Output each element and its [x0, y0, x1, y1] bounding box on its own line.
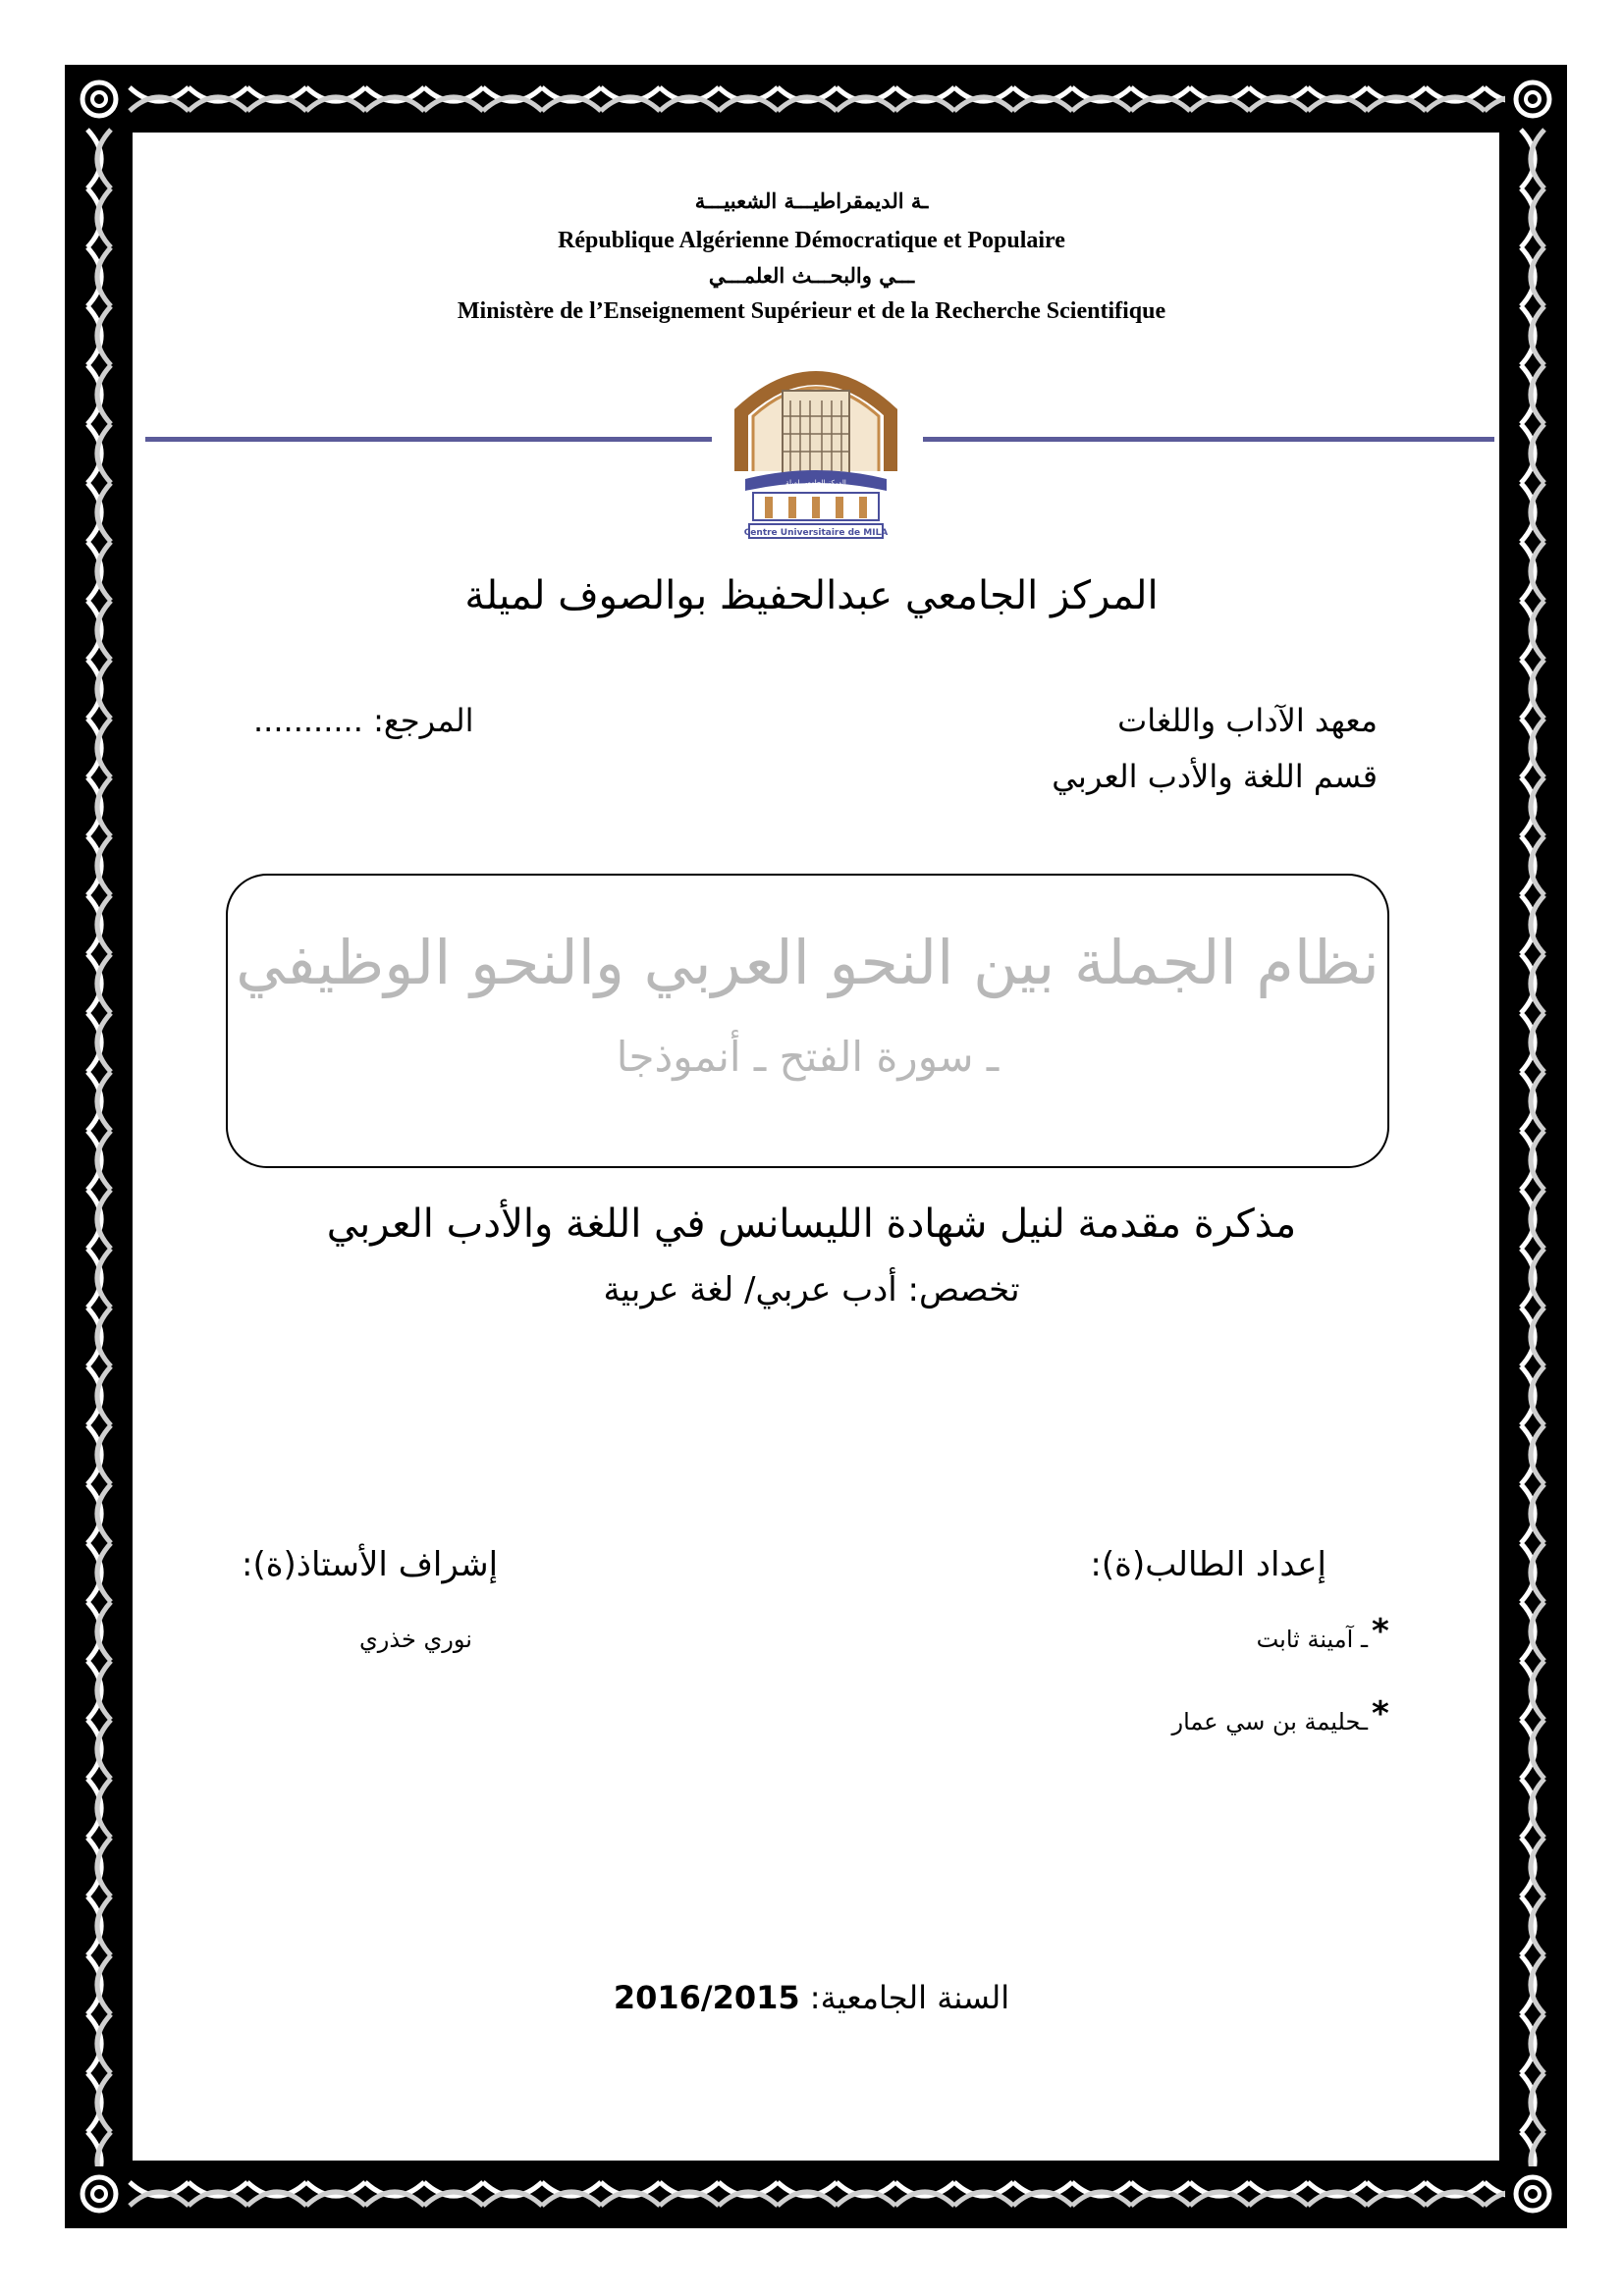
reference-field: المرجع: ...........	[253, 702, 474, 739]
republic-french: République Algérienne Démocratique et Populaire	[558, 228, 1065, 253]
bullet-star-2: *	[1372, 1694, 1389, 1734]
thesis-title: نظام الجملة بين النحو العربي والنحو الوظيفي	[236, 927, 1380, 998]
ministry-arabic: ـــي والبحـــث العلمـــي	[708, 263, 915, 288]
thesis-subtitle: ـ سورة الفتح ـ أنموذجا	[616, 1033, 1000, 1081]
academic-year-label: السنة الجامعية:	[809, 1979, 1010, 2016]
degree-statement: مذكرة مقدمة لنيل شهادة الليسانس في اللغة والأدب العربي	[326, 1201, 1297, 1247]
student-1: ـ آمينة ثابت	[1256, 1626, 1368, 1653]
supervisor-label: إشراف الأستاذ(ة):	[242, 1545, 499, 1584]
institute-name: معهد الآداب واللغات	[1117, 702, 1378, 739]
thesis-title-box	[226, 874, 1389, 1168]
logo-caption: Centre Universitaire de MILA	[743, 528, 889, 538]
supervisor-name: نوري خذري	[359, 1626, 472, 1653]
ministry-french: Ministère de l’Enseignement Supérieur et de la Recherche Scientifique	[457, 298, 1166, 324]
university-name: المركز الجامعي عبدالحفيظ بوالصوف لميلة	[464, 573, 1159, 618]
authors-label: إعداد الطالب(ة):	[1090, 1545, 1326, 1584]
logo-banner-text: المركز الجامعي لميلة	[785, 479, 846, 487]
student-1-name: آمينة ثابت	[1256, 1626, 1354, 1653]
header-rule-right	[923, 437, 1494, 442]
academic-year	[0, 1979, 1623, 2016]
specialty: تخصص: أدب عربي/ لغة عربية	[603, 1270, 1020, 1309]
header-rule-left	[145, 437, 712, 442]
student-2: ـحليمة بن سي عمار	[1171, 1708, 1368, 1735]
bullet-star-1: *	[1372, 1612, 1389, 1651]
republic-arabic: ـة الديمقراطيـــة الشعبيـــة	[694, 188, 929, 213]
department-name: قسم اللغة والأدب العربي	[1052, 758, 1378, 795]
university-logo	[731, 353, 900, 542]
academic-year-value: 2016/2015	[613, 1979, 800, 2016]
